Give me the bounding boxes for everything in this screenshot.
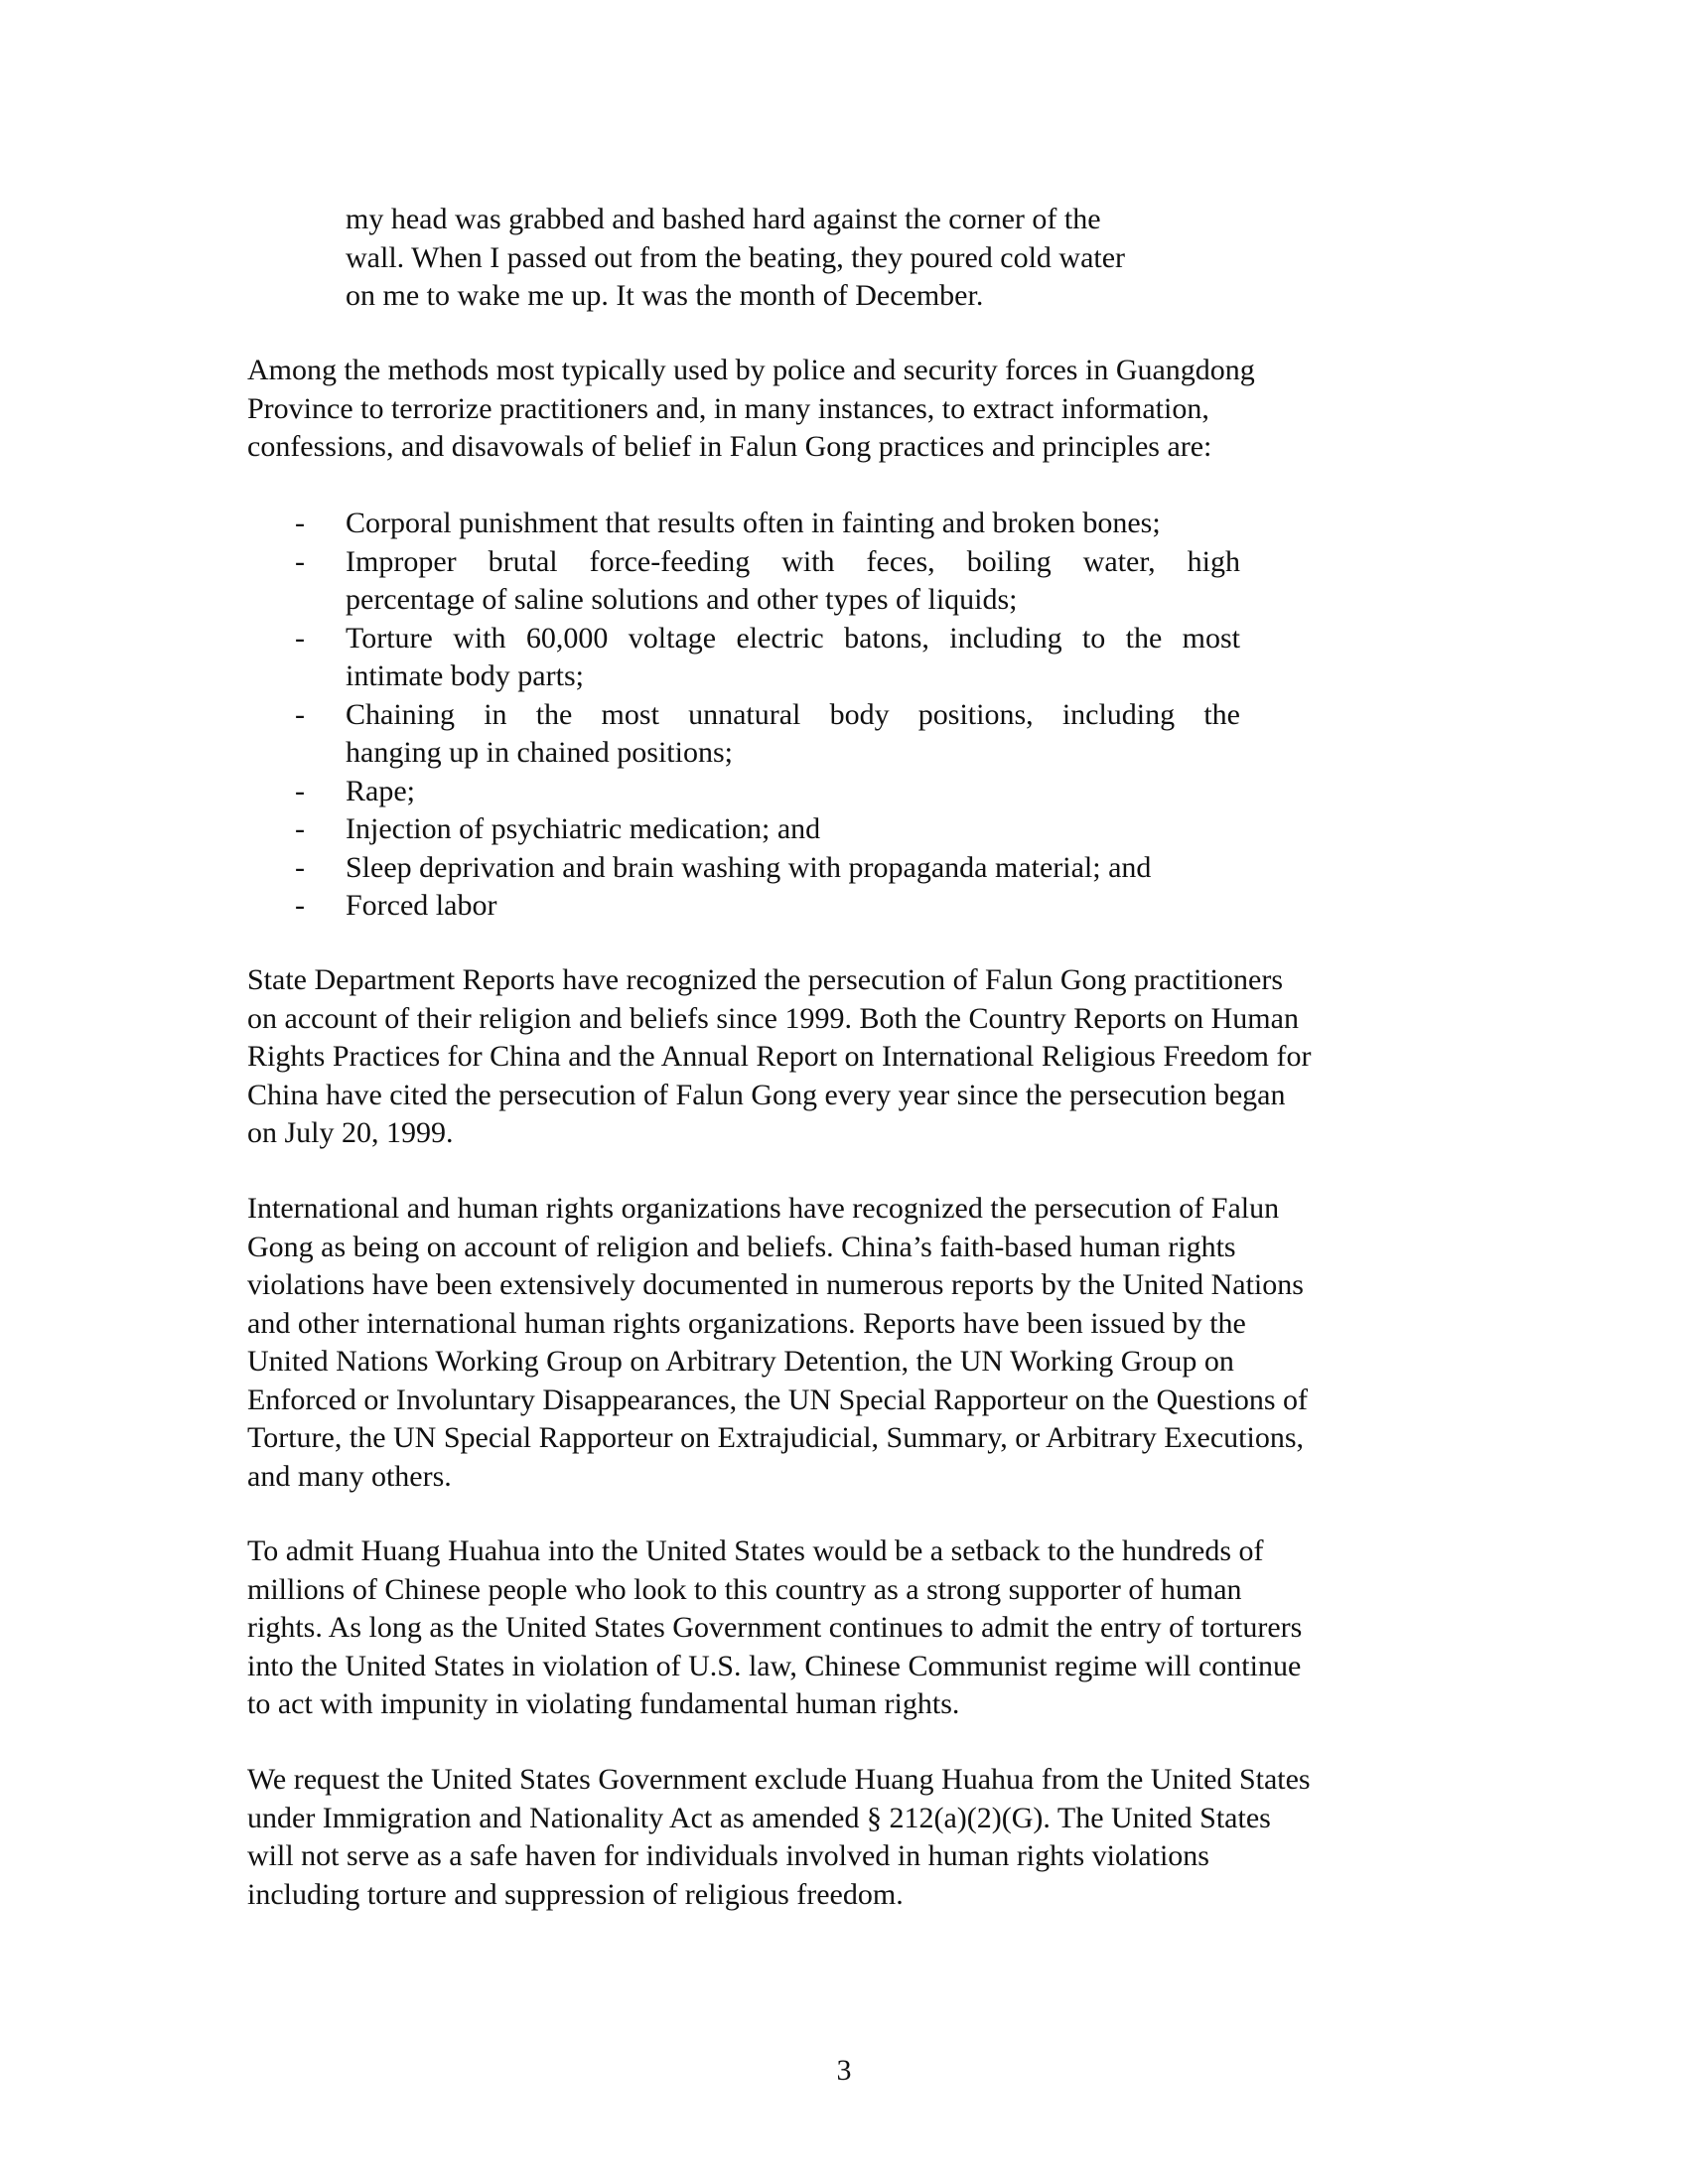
list-item-text: Corporal punishment that results often in fainting and broken bones;: [346, 507, 1161, 539]
paragraph-line: on account of their religion and beliefs since 1999. Both the Country Reports on Human: [247, 1001, 1299, 1035]
paragraph-line: millions of Chinese people who look to this country as a strong supporter of human: [247, 1572, 1242, 1606]
paragraph-line: including torture and suppression of religious freedom.: [247, 1877, 904, 1911]
paragraph-line: Enforced or Involuntary Disappearances, the UN Special Rapporteur on the Questions of: [247, 1383, 1309, 1416]
paragraph-line: Gong as being on account of religion and beliefs. China’s faith-based human rights: [247, 1230, 1236, 1263]
paragraph-line: confessions, and disavowals of belief in Falun Gong practices and principles are:: [247, 430, 1212, 463]
list-item-text: percentage of saline solutions and other types of liquids;: [346, 583, 1018, 616]
list-item-text: Torture with 60,000 voltage electric batons, including to the most: [346, 621, 1240, 655]
quote-line: on me to wake me up. It was the month of December.: [346, 279, 984, 312]
list-item-text: Rape;: [346, 774, 415, 807]
paragraph-line: violations have been extensively documented in numerous reports by the United Nations: [247, 1268, 1304, 1301]
list-item-text: Sleep deprivation and brain washing with propaganda material; and: [346, 850, 1152, 884]
page-number: 3: [836, 2054, 852, 2087]
list-bullet: -: [295, 621, 305, 655]
paragraph-line: and other international human rights organizations. Reports have been issued by the: [247, 1306, 1246, 1340]
list-item: [247, 773, 1240, 811]
list-bullet: -: [295, 774, 305, 807]
list-item: [247, 810, 1240, 849]
paragraph-line: on July 20, 1999.: [247, 1116, 454, 1149]
list-item: [247, 543, 1240, 620]
paragraph-line: Torture, the UN Special Rapporteur on Extrajudicial, Summary, or Arbitrary Executions,: [247, 1421, 1305, 1454]
state-department-paragraph: [247, 961, 1439, 1153]
paragraph-line: to act with impunity in violating fundamental human rights.: [247, 1687, 960, 1720]
list-item: [247, 887, 1240, 926]
international-organizations-paragraph: [247, 1190, 1439, 1496]
paragraph-line: Among the methods most typically used by police and security forces in Guangdong: [247, 354, 1255, 386]
paragraph-line: will not serve as a safe haven for individuals involved in human rights violations: [247, 1839, 1209, 1872]
paragraph-line: International and human rights organizations have recognized the persecution of Falun: [247, 1192, 1280, 1225]
quote-line: my head was grabbed and bashed hard against the corner of the: [346, 203, 1101, 235]
paragraph-line: Rights Practices for China and the Annual Report on International Religious Freedom for: [247, 1040, 1312, 1073]
list-item-text: Injection of psychiatric medication; and: [346, 812, 821, 845]
paragraph-line: and many others.: [247, 1459, 452, 1493]
methods-intro-paragraph: [247, 352, 1439, 467]
paragraph-line: United Nations Working Group on Arbitrary Detention, the UN Working Group on: [247, 1345, 1234, 1378]
paragraph-line: under Immigration and Nationality Act as amended § 212(a)(2)(G). The United States: [247, 1801, 1271, 1834]
list-item-text: Improper brutal force-feeding with feces, boiling water, high: [346, 544, 1240, 578]
quote-line: wall. When I passed out from the beating, they poured cold water: [346, 240, 1126, 274]
list-item-text: hanging up in chained positions;: [346, 736, 733, 769]
paragraph-line: We request the United States Government exclude Huang Huahua from the United States: [247, 1763, 1311, 1796]
list-item: [247, 696, 1240, 773]
list-bullet: -: [295, 544, 305, 578]
request-paragraph: [247, 1761, 1439, 1914]
list-bullet: -: [295, 889, 305, 922]
list-item-text: Chaining in the most unnatural body positions, including the: [346, 697, 1240, 731]
paragraph-line: rights. As long as the United States Government continues to admit the entry of torturers: [247, 1611, 1303, 1644]
list-item-text: intimate body parts;: [346, 659, 584, 692]
torture-methods-list: [247, 505, 1240, 926]
paragraph-line: China have cited the persecution of Falun Gong every year since the persecution began: [247, 1078, 1286, 1111]
testimony-quote: [346, 201, 1338, 316]
list-item: [247, 505, 1240, 543]
list-bullet: -: [295, 850, 305, 884]
list-bullet: -: [295, 812, 305, 845]
admission-paragraph: [247, 1532, 1439, 1724]
list-bullet: -: [295, 697, 305, 731]
paragraph-line: into the United States in violation of U.S. law, Chinese Communist regime will continue: [247, 1649, 1302, 1682]
list-item-text: Forced labor: [346, 889, 497, 922]
list-item: [247, 849, 1240, 888]
paragraph-line: To admit Huang Huahua into the United States would be a setback to the hundreds of: [247, 1534, 1264, 1567]
list-item: [247, 620, 1240, 696]
list-bullet: -: [295, 507, 305, 539]
paragraph-line: Province to terrorize practitioners and, in many instances, to extract information,: [247, 391, 1209, 425]
paragraph-line: State Department Reports have recognized the persecution of Falun Gong practitioners: [247, 963, 1283, 996]
